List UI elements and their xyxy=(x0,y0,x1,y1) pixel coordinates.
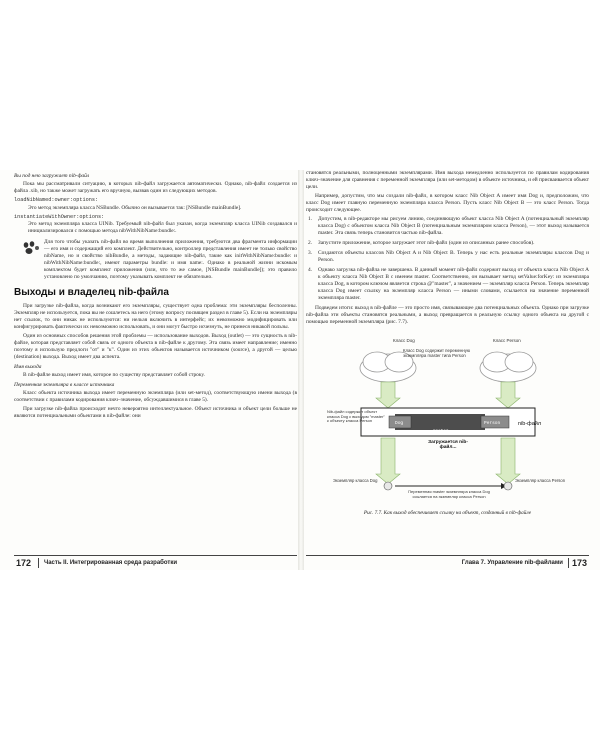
paragraph: Это метод экземпляра класса UINib. Требуемый nib-файл был указан, когда экземпляр класса UINib создавался и инициализировался с помощью метода nibWithNibName:bundle:. xyxy=(28,221,297,234)
paragraph: В nib-файле выход имеет имя, которое по существу представляет собой строку. xyxy=(23,372,205,378)
paragraph: Это метод экземпляра класса NSBundle. Обычно он вызывается так: [NSBundle mainBundle]. xyxy=(28,204,242,211)
paragraph: При загрузке nib-файла происходит нечто невероятно интеллектуальное. Объект источника и объект цели больше не являются потенциальными объектами в nib-файле: они xyxy=(14,406,297,419)
down-arrow-icon xyxy=(496,382,520,408)
dog-instance-label: Экземпляр класса Dog xyxy=(332,478,377,483)
list-item: 2. Запустите приложение, которое загружает этот nib-файл (один из описанных ранее способов). xyxy=(308,240,535,246)
dog-instance-icon xyxy=(384,482,392,490)
list-item: 3. Создаются объекты классов Nib Object A и Nib Object B. Теперь у нас есть реальные экземпляры классов Dog и Person. xyxy=(308,250,589,263)
caption-load: Вы под нею загружает nib-файл xyxy=(14,173,90,179)
code-method: instantiateWithOwner:options: xyxy=(14,213,105,220)
down-arrow-icon xyxy=(376,382,400,408)
paragraph: становятся реальными, полноценными экземплярами. Имя выхода немедленно используется по правилам кодирования ключ–значение для сравнения с переменной экземпляра (или set-методом) в объекте источника, и ей присваивается объект цели. xyxy=(306,170,589,190)
code-method: loadNibNamed:owner:options: xyxy=(14,197,99,203)
person-object-label: Person xyxy=(483,421,500,426)
paragraph: Подведем итоги: выход в nib-файле — это просто имя, связывающее два потенциальных объекта. Однако при загрузке nib-файла эти объекты становятся реальными, а выход превращается в реальную ссылку одного объекта на другой с помощью переменной экземпляра (рис. 7.7). xyxy=(306,305,589,325)
page-173 xyxy=(306,170,589,570)
var-description: Класс Dog содержит переменную экземпляра master типа Person xyxy=(402,348,470,358)
page-number: 173 xyxy=(571,558,587,568)
book-spread xyxy=(0,170,600,570)
paw-print-icon xyxy=(22,241,40,255)
running-header: Глава 7. Управление nib-файлами xyxy=(461,560,563,566)
nib-file-label: nib-файл xyxy=(517,421,541,427)
down-arrow-icon xyxy=(376,438,400,484)
figure-caption: Рис. 7.7. Как выход обеспечивает ссылку на объект, созданный в nib-файле xyxy=(363,510,532,516)
outlet-diagram xyxy=(326,332,565,508)
page-footer xyxy=(14,555,297,570)
caption-instance-var: Переменная экземпляра в классе источника xyxy=(14,382,115,388)
page-number: 172 xyxy=(16,558,32,568)
person-instance-icon xyxy=(504,482,512,490)
page-footer xyxy=(306,555,589,570)
dog-object-label: Dog xyxy=(394,421,403,426)
person-instance-label: Экземпляр класса Person xyxy=(514,478,565,483)
dog-class-label: Класс Dog xyxy=(392,338,415,343)
steps-list xyxy=(306,216,589,302)
reference-description: Переменная master экземпляра класса Dog ссылается на экземпляр класса Person xyxy=(407,489,490,499)
section-heading: Выходы и владелец nib-файла xyxy=(14,287,169,298)
page-172 xyxy=(14,170,297,570)
list-item: 4. Однако загрузка nib-файла не завершена. В данный момент nib-файл содержит выход от объекта класса Nib Object A к объекту класса Nib Object B с именем master. Соответственно, он вызывает метод setValue:forKey: из экземпляра класса Dog, в котором ключом является строка @"master", а значением — экземпляр класса Person. Теперь экземпляр класса Dog имеет ссылку на экземпляр класса Person — иными словами, ссылается на значение переменной экземпляра master. xyxy=(308,267,589,301)
book-gutter xyxy=(298,170,304,570)
note-block xyxy=(14,239,297,281)
paragraph: Один из основных способов решения этой проблемы — использование выходов. Выход (outlet) — это сущность в nib-файле, которая представляет собой связь от одного объекта в nib-файле к другому. Эта связь имеет направление; именно поэтому я использую предлоги "от" и "к". Один из этих объектов называется источником (source), а другой — целью (destination) выхода. Выход имеет два аспекта. xyxy=(14,333,297,360)
figure-7-7 xyxy=(326,332,565,508)
paragraph: Пока мы рассматривали ситуацию, в которых nib-файл загружается автоматически. Однако, nib-файл создается из файла .xib, но также может загружать его вручную, вызвав один из следующих методов. xyxy=(14,181,297,194)
master-outlet-label: master xyxy=(432,429,448,434)
loading-label: Загружается nib-файл... xyxy=(427,440,468,451)
paragraph: При загрузке nib-файла, когда возникают его экземпляры, существует одна проблема: эти экземпляры бесполезны. Экземпляр не используется, пока вы не сошлетесь на него (этому вопросу посвящен раздел в главе 5). Если на экземпляры нет ссылок, то они никак не используются: ни нельзя включить в интерфейс; их невозможно модифицировать или конфигурировать фактически их невозможно использовать, и они могут быстро исчезнуть, не принеся никакой пользы. xyxy=(14,303,297,330)
person-class-cloud xyxy=(480,352,536,382)
running-header: Часть II. Интегрированная среда разработки xyxy=(44,560,178,566)
nib-description: Nib-файл содержит объект класса Dog с выходом "master" к объекту класса Person xyxy=(326,409,385,424)
person-class-label: Класс Person xyxy=(492,338,521,343)
paragraph: Например, допустим, что мы создали nib-файл, в котором класс Nib Object A имеет имя Dog и, предположим, что класс Dog имеет главную переменную экземпляра класса Person. Пусть класс Nib Object B — это класс Person. Тогда происходит следующее. xyxy=(306,193,589,213)
list-item: 1. Допустим, в nib-редакторе мы рисуем линию, соединяющую объект класса Nib Object A (потенциальный экземпляр класса Dog) с объектом класса Nib Object B (потенциальным экземпляром класса Person), — этот выход называется master. Эта связь теперь становится частью nib-файла. xyxy=(308,216,589,236)
note-text: Для того чтобы указать nib-файл во время выполнения приложения, требуются два фрагмента информации — его имя и содержащий его комплект. Действительно, контроллер представления имеет не только свойство nibName, но и свойство nibBundle, а методы, задающие nib-файл, такие как initWithNibName:bundle: и nibWithNibName:bundle:, имеют параметры bundle: и имя name:. Однако в реальной жизни искомым комплектом будет комплект приложения (или, что то же самое, [NSBundle mainBundle]); это правило установлено по умолчанию, поэтому указывать комплект не обязательно. xyxy=(44,239,297,280)
paragraph: Класс объекта источника выхода имеет переменную экземпляра (или set-метод), соответствующую имени выхода (в соответствии с правилами кодирования ключ–значение, обсуждавшимися в главе 5). xyxy=(14,390,297,403)
caption-outlet-name: Имя выхода xyxy=(14,364,42,370)
